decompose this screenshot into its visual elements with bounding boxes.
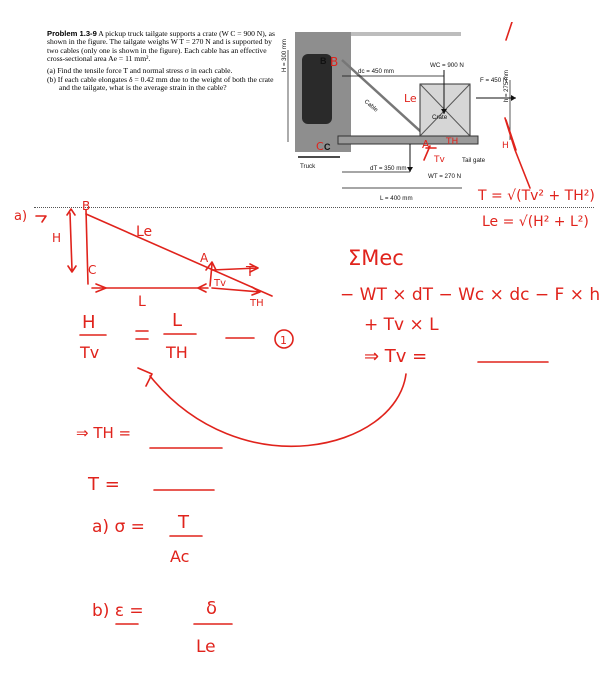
hand-diag-L: L: [138, 294, 146, 310]
ink-mark: [36, 216, 46, 222]
ink-diagram-hypotenuse: [86, 214, 272, 296]
hand-moment-line2: + Tv × L: [364, 315, 439, 335]
hand-ratio-L: L: [172, 310, 183, 331]
figure-label-C: C: [324, 142, 331, 152]
hand-fig-TH: TH: [446, 137, 459, 147]
hand-moment-line1: − WT × dT − Wc × dc − F × h: [340, 285, 601, 305]
ink-dimension-H: [67, 209, 76, 272]
hand-diag-C: C: [88, 263, 97, 277]
ink-substitution-arrowhead: [138, 368, 152, 386]
hand-moment-title: ΣMec: [348, 246, 404, 270]
hand-sigma-den: Ac: [170, 547, 190, 566]
hand-diag-Tv: Tv: [214, 278, 227, 289]
hand-t-result: T =: [88, 474, 120, 495]
hand-T-formula: T = √(Tv² + TH²): [478, 188, 595, 204]
hand-fig-C: C: [316, 140, 324, 153]
hand-strain-num: δ: [206, 598, 218, 619]
figure-label-cable: Cable: [362, 98, 379, 114]
hand-sigma-num: T: [178, 512, 189, 533]
hand-fig-H: H: [502, 141, 509, 151]
figure-label-dc: dc = 450 mm: [358, 68, 394, 75]
hand-strain-label: b) ε =: [92, 601, 144, 621]
figure-label-tailgate: Tail gate: [462, 157, 486, 164]
hand-diag-TH: TH: [250, 298, 264, 309]
hand-tv-result: ⇒ Tv =: [364, 346, 428, 367]
hand-fig-A: A: [422, 138, 430, 151]
figure-label-crate: Crate: [432, 114, 448, 121]
problem-part-a: (a) Find the tensile force T and normal stress σ in each cable.: [47, 65, 233, 75]
hand-fig-Tv: Tv: [434, 155, 445, 165]
figure-label-H: H = 300 mm: [282, 39, 288, 72]
figure-label-dT: dT = 350 mm: [370, 165, 407, 172]
hand-diag-H: H: [52, 231, 62, 245]
problem-title: Problem 1.3-9: [47, 29, 97, 38]
hand-fig-B: B: [330, 55, 339, 69]
ink-substitution-arrow: [150, 374, 406, 446]
figure-label-B: B: [320, 56, 327, 66]
figure-label-WT: WT = 270 N: [428, 173, 462, 180]
hand-diag-T: T: [246, 265, 254, 280]
figure-label-Wc: WC = 900 N: [430, 62, 464, 69]
hand-th-result: ⇒ TH =: [76, 424, 132, 442]
hand-diag-Le: Le: [136, 224, 153, 240]
hand-ratio-TH: TH: [166, 343, 188, 362]
figure-label-F: F = 450 N: [480, 77, 508, 84]
hand-sigma-label: a) σ =: [92, 517, 145, 537]
hand-eq-number: 1: [280, 334, 287, 347]
hand-diag-A: A: [200, 251, 209, 265]
hand-ratio-Tv: Tv: [80, 343, 100, 362]
ink-ratio-equals: [136, 331, 148, 339]
problem-part-b: (b) If each cable elongates δ = 0.42 mm due to the weight of both the crate and the tailgate, what is the average strain in the cable?: [47, 75, 274, 93]
problem-statement: A pickup truck tailgate supports a crate (W C = 900 N), as shown in the figure. The tailgate weighs W T = 270 N and is supported by two cables (only one is shown in the figure). Each cable has an effective cross-sectional area Ae = 11 mm².: [47, 29, 275, 64]
hand-part-a: a): [14, 209, 28, 224]
figure-label-h: h = 275 mm: [504, 70, 510, 102]
hand-ratio-H: H: [82, 312, 96, 333]
hand-strain-den: Le: [196, 637, 216, 657]
figure-label-truck: Truck: [300, 163, 316, 170]
figure-label-L: L = 400 mm: [380, 195, 413, 202]
hand-fig-Le: Le: [404, 92, 417, 105]
hand-Le-formula: Le = √(H² + L²): [482, 214, 589, 230]
hand-diag-B: B: [82, 199, 91, 213]
